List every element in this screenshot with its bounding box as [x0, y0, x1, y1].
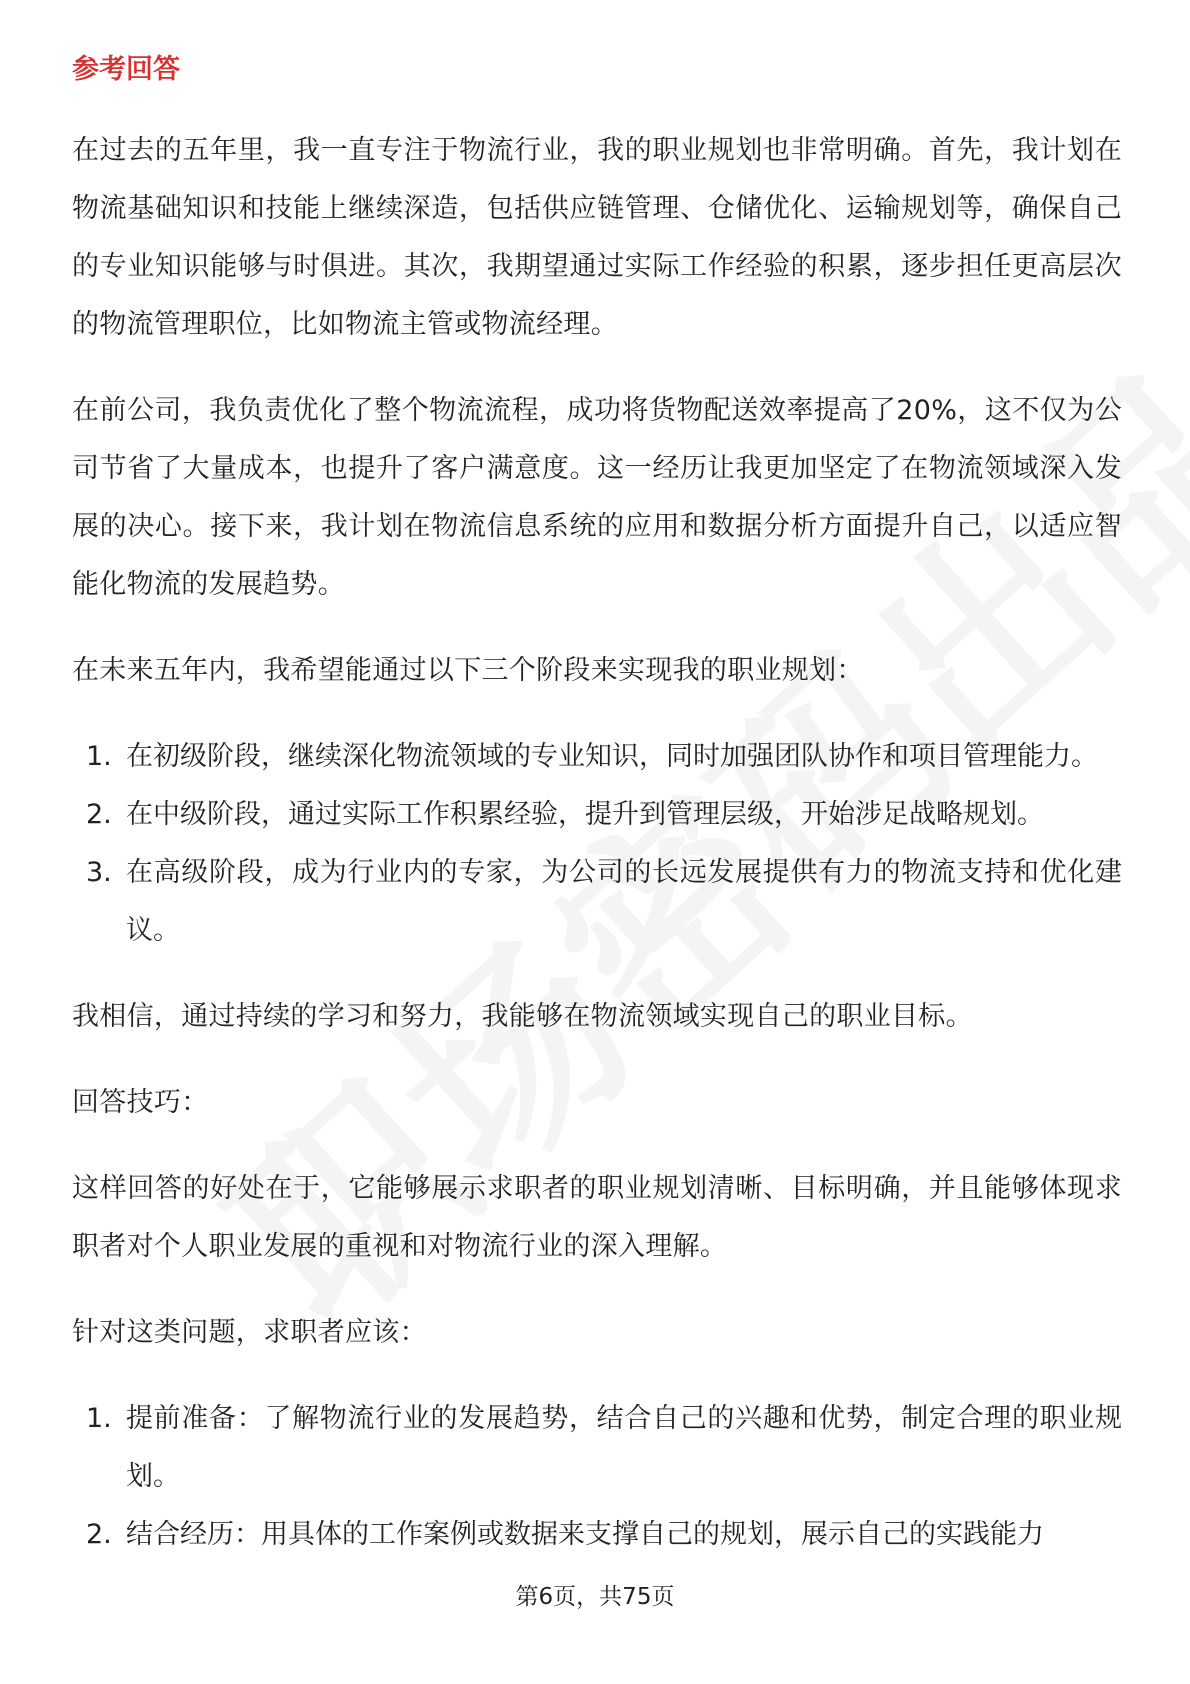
- list-item-text: 在初级阶段，继续深化物流领域的专业知识，同时加强团队协作和项目管理能力。: [126, 741, 1098, 772]
- list-item: [72, 1506, 1122, 1564]
- section-heading: 参考回答: [72, 54, 180, 85]
- document-page: [72, 48, 1122, 1592]
- list-item-text: 在高级阶段，成为行业内的专家，为公司的长远发展提供有力的物流支持和优化建议。: [126, 857, 1122, 946]
- paragraph-five-year-intro: 在未来五年内，我希望能通过以下三个阶段来实现我的职业规划：: [72, 655, 864, 686]
- list-item-text: 在中级阶段，通过实际工作积累经验，提升到管理层级，开始涉足战略规划。: [126, 799, 1044, 830]
- list-item: [72, 844, 1122, 960]
- advice-intro: 针对这类问题，求职者应该：: [72, 1317, 427, 1348]
- stages-list: [72, 728, 1122, 960]
- paragraph-conclusion: 我相信，通过持续的学习和努力，我能够在物流领域实现自己的职业目标。: [72, 1001, 973, 1032]
- advice-list: [72, 1390, 1122, 1564]
- list-number: 2.: [86, 799, 112, 830]
- list-number: 1.: [86, 1403, 112, 1434]
- list-item: [72, 786, 1122, 844]
- paragraph-previous-company: 在前公司，我负责优化了整个物流流程，成功将货物配送效率提高了20%，这不仅为公司节省了大量成本，也提升了客户满意度。这一经历让我更加坚定了在物流领域深入发展的决心。接下来，我计划在物流信息系统的应用和数据分析方面提升自己，以适应智能化物流的发展趋势。: [72, 395, 1122, 600]
- list-number: 3.: [86, 857, 112, 888]
- list-item-text: 提前准备：了解物流行业的发展趋势，结合自己的兴趣和优势，制定合理的职业规划。: [126, 1403, 1122, 1492]
- list-number: 1.: [86, 741, 112, 772]
- paragraph-tips: 这样回答的好处在于，它能够展示求职者的职业规划清晰、目标明确，并且能够体现求职者对个人职业发展的重视和对物流行业的深入理解。: [72, 1173, 1122, 1262]
- list-item: [72, 1390, 1122, 1506]
- tips-label: 回答技巧：: [72, 1087, 209, 1118]
- list-number: 2.: [86, 1519, 112, 1550]
- list-item-text: 结合经历：用具体的工作案例或数据来支撑自己的规划，展示自己的实践能力: [126, 1519, 1044, 1550]
- page-footer: 第6页，共75页: [515, 1584, 675, 1610]
- paragraph-career-focus: 在过去的五年里，我一直专注于物流行业，我的职业规划也非常明确。首先，我计划在物流基础知识和技能上继续深造，包括供应链管理、仓储优化、运输规划等，确保自己的专业知识能够与时俱进。其次，我期望通过实际工作经验的积累，逐步担任更高层次的物流管理职位，比如物流主管或物流经理。: [72, 135, 1122, 340]
- list-item: [72, 728, 1122, 786]
